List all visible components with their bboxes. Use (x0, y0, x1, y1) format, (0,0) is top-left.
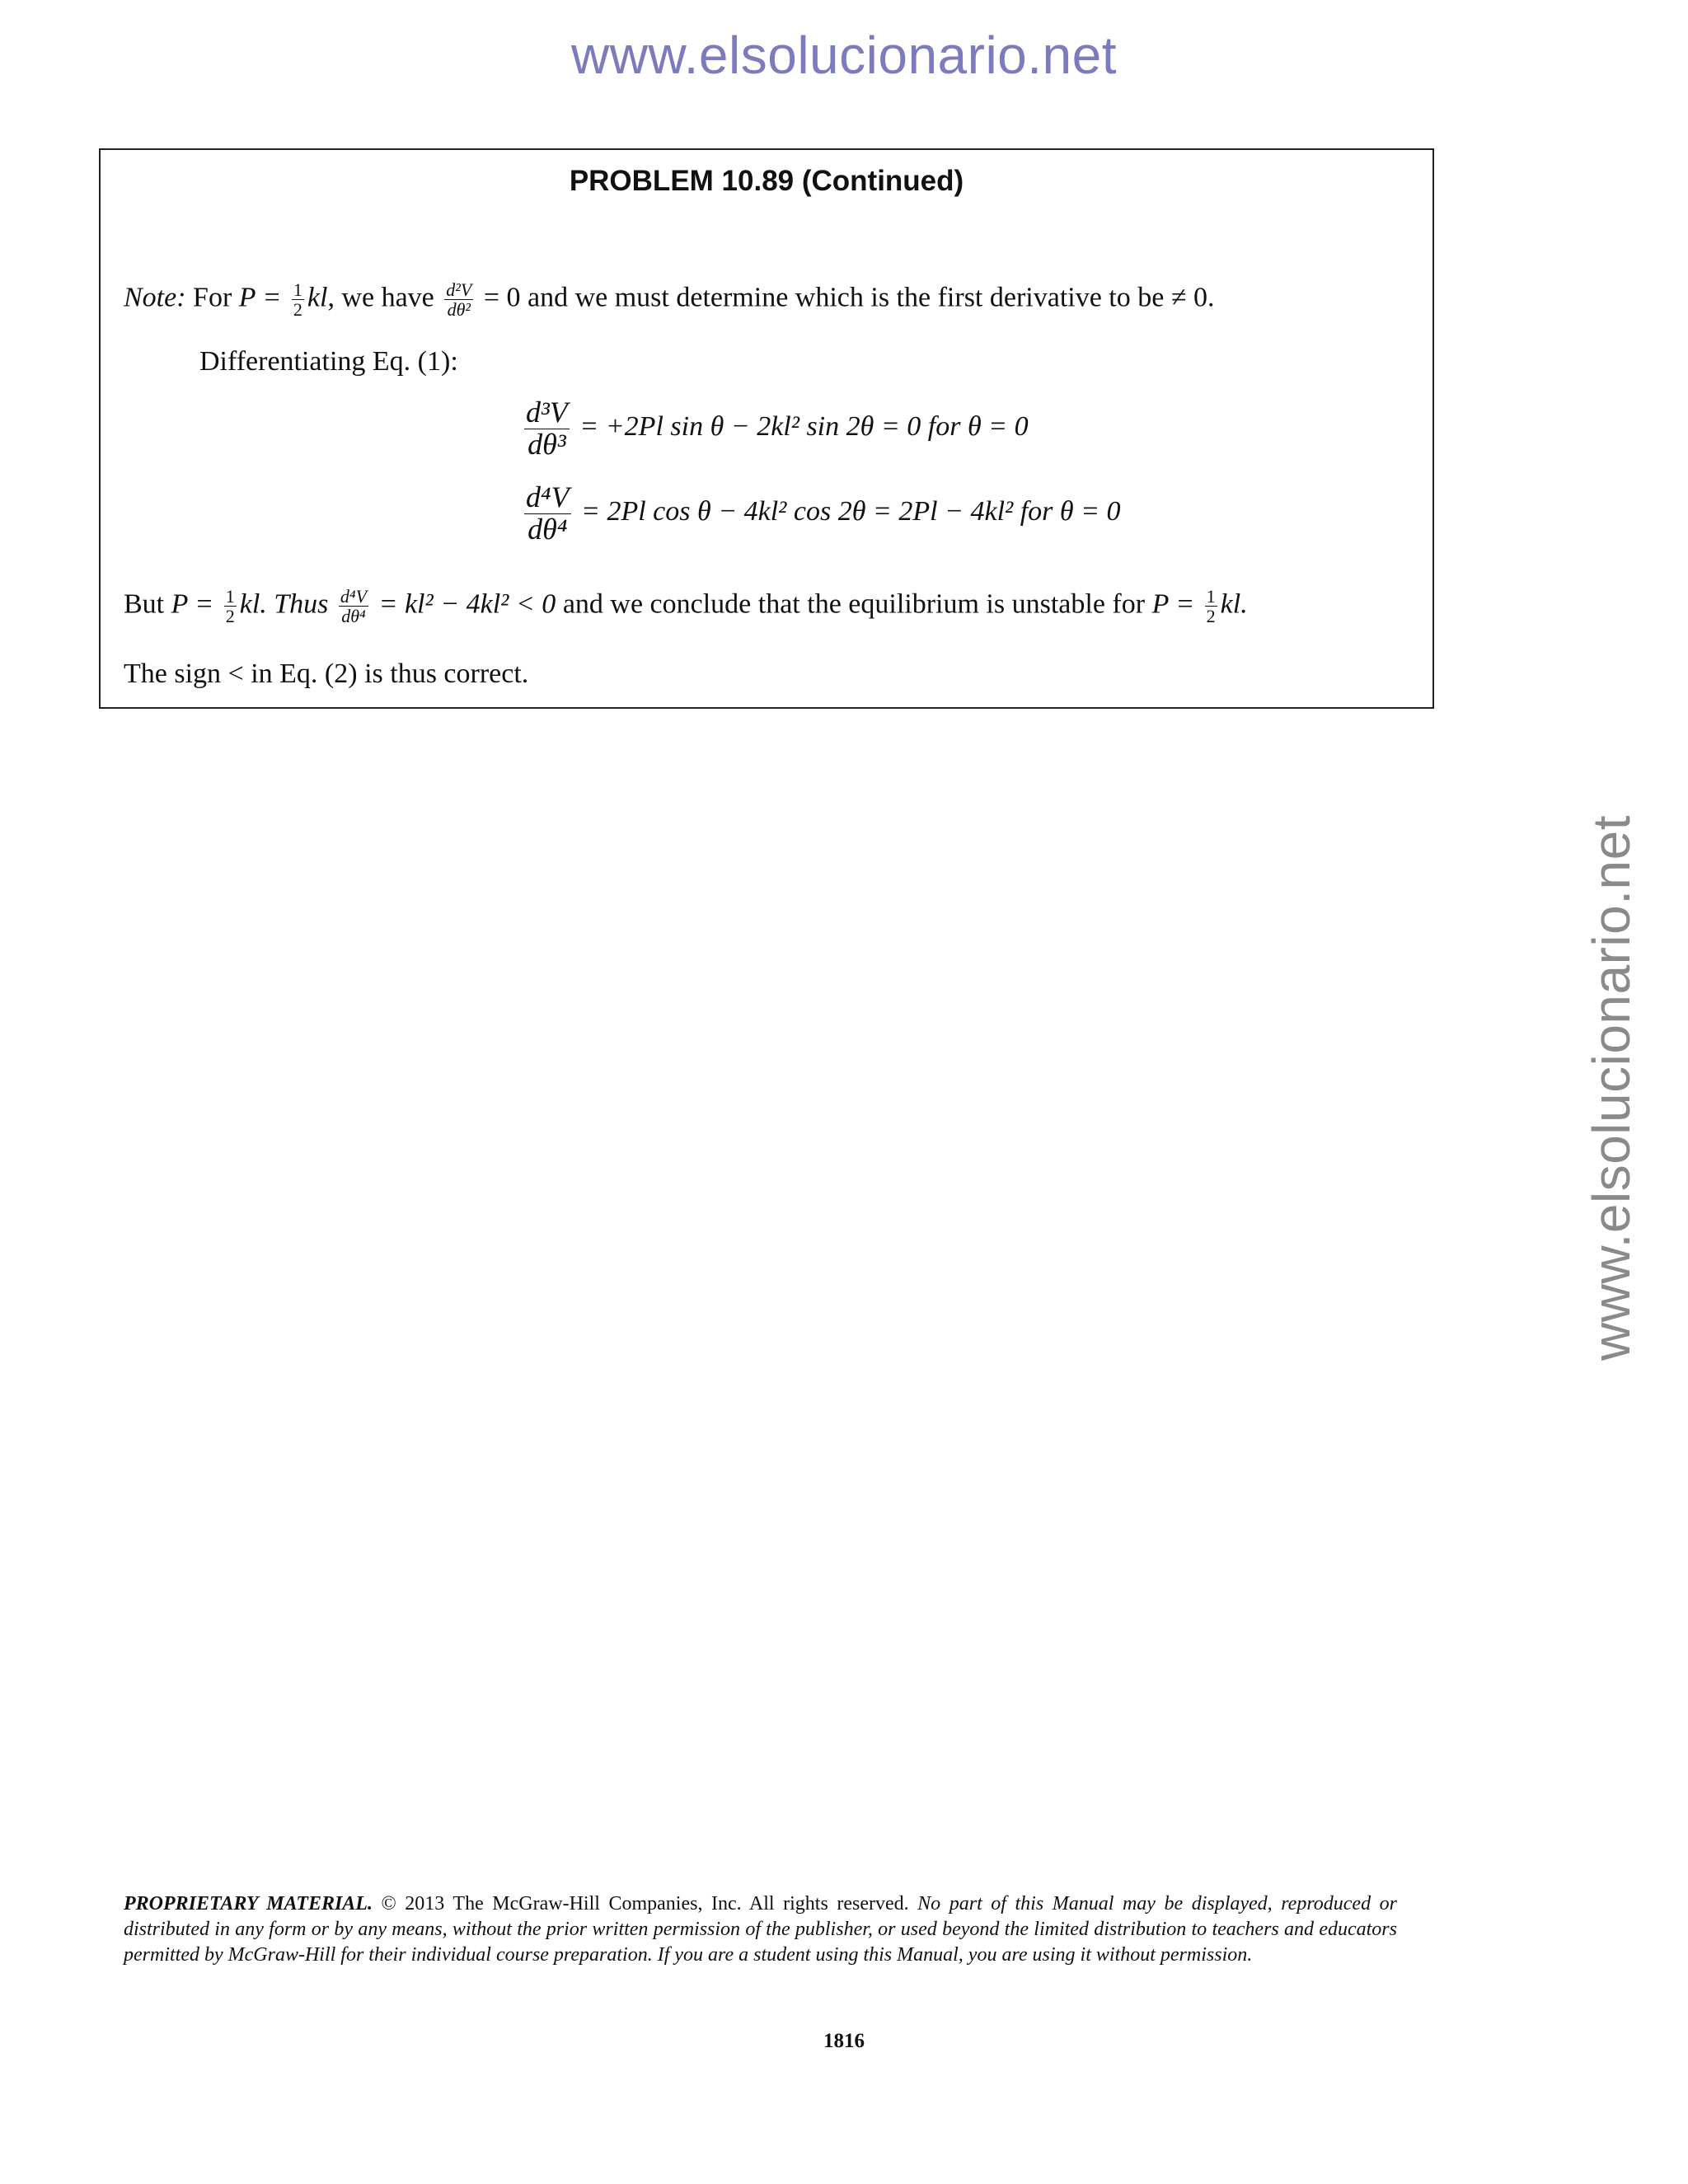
problem-title: PROBLEM 10.89 (Continued) (569, 165, 964, 197)
note-d2v-fraction (444, 280, 473, 319)
conclusion-line (124, 587, 1248, 626)
sign-line: The sign < in Eq. (2) is thus correct. (124, 658, 529, 689)
but-half-den: 2 (225, 606, 235, 627)
eq3-num: d³V (526, 396, 568, 429)
note-half-den: 2 (293, 299, 302, 321)
eq4-fraction (524, 482, 571, 546)
but-d4v-fraction (339, 587, 368, 626)
eq4-rhs: = 2Pl cos θ − 4kl² cos 2θ = 2Pl − 4kl² for θ = 0 (581, 496, 1121, 527)
eq4-den: dθ⁴ (528, 512, 568, 546)
note-label: Note: (124, 282, 186, 313)
note-we-have: , we have (327, 282, 434, 313)
eq3-fraction (524, 397, 570, 461)
but-d4v-num: d⁴V (340, 586, 368, 607)
note-half-num: 1 (293, 279, 302, 300)
copyright-footer (124, 1891, 1397, 1968)
end-half-num: 1 (1206, 586, 1216, 607)
but-d4v-den: dθ⁴ (341, 606, 366, 627)
note-eq-zero: = 0 (476, 282, 521, 313)
footer-italic: No part of this Manual may be displayed, reproduced or distributed in any form or by any means, without the prior written permission of the publisher, or used beyond the limited distribution to teachers and educators permitted by McGraw-Hill for their individual course preparation. If you are a student using this Manual, you are using it without permission. (124, 1893, 1397, 1966)
note-d2v-num: d²V (446, 279, 472, 300)
eq3-rhs: = +2Pl sin θ − 2kl² sin 2θ = 0 for θ = 0 (579, 411, 1029, 443)
conclude-text: and we conclude that the equilibrium is unstable for (562, 588, 1146, 620)
watermark-top: www.elsolucionario.net (571, 26, 1117, 85)
footer-copyright: © 2013 The McGraw-Hill Companies, Inc. All rights reserved. (372, 1893, 918, 1915)
end-half-fraction (1205, 587, 1217, 626)
note-rest: and we must determine which is the first derivative to be ≠ 0. (528, 282, 1215, 313)
but-p-eq: P = (171, 588, 221, 620)
but-half-fraction (224, 587, 237, 626)
differentiating-line: Differentiating Eq. (1): (199, 346, 458, 377)
but-rhs: = kl² − 4kl² < 0 (378, 588, 556, 620)
watermark-side-text: www.elsolucionario.net (1582, 815, 1641, 1361)
but-half-num: 1 (225, 586, 235, 607)
footer-bold: PROPRIETARY MATERIAL. (124, 1893, 373, 1915)
note-kl: kl (307, 282, 328, 313)
note-d2v-den: dθ² (447, 299, 471, 321)
but-text: But (124, 588, 165, 620)
problem-box (99, 148, 1434, 709)
end-kl: kl. (1220, 588, 1248, 620)
end-p-eq: P = (1151, 588, 1202, 620)
eq4-num: d⁴V (526, 480, 570, 513)
page-number: 1816 (823, 2030, 865, 2052)
fourth-derivative-equation (521, 482, 1121, 546)
note-for: For (193, 282, 232, 313)
eq3-den: dθ³ (528, 427, 566, 461)
third-derivative-equation (521, 397, 1029, 461)
but-kl-thus: kl. Thus (239, 588, 329, 620)
note-p-eq: P = (238, 282, 288, 313)
note-line (124, 280, 1215, 319)
note-half-fraction (292, 280, 304, 319)
end-half-den: 2 (1206, 606, 1216, 627)
